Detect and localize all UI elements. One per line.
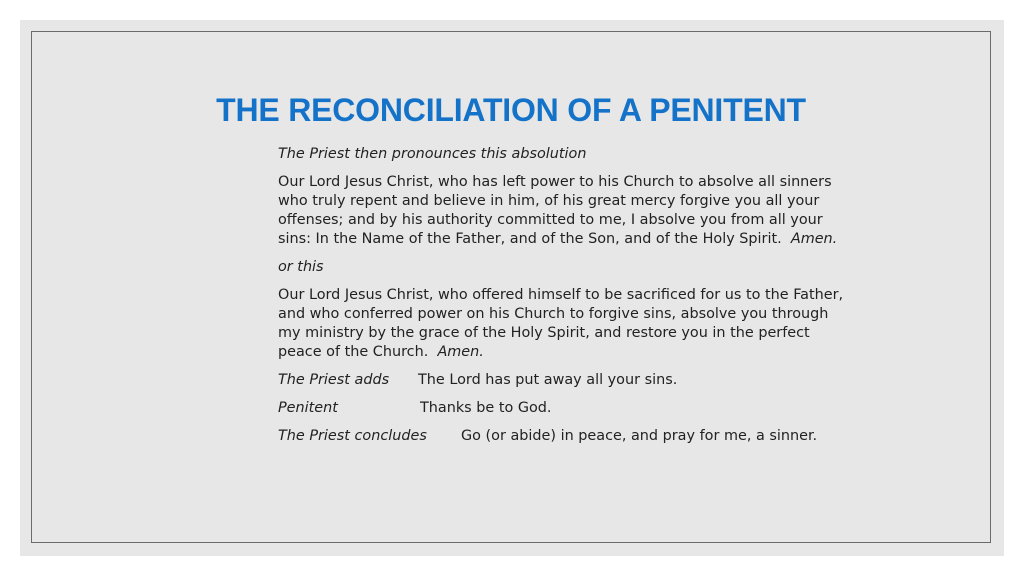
- intro-rubric: The Priest then pronounces this absolution: [278, 146, 587, 162]
- priest-adds-text: The Lord has put away all your sins.: [418, 372, 678, 388]
- priest-adds-row: [278, 371, 853, 390]
- slide-title: THE RECONCILIATION OF A PENITENT: [216, 92, 806, 128]
- absolution-one-text: Our Lord Jesus Christ, who has left power to his Church to absolve all sinners who truly repent and believe in him, of his great mercy forgive you all your offenses; and by his authority committed to me, I absolve you from all your sins: In the Name of the Father, and of the Son, and of the Holy Spirit.: [278, 174, 832, 247]
- or-this-rubric: or this: [278, 259, 324, 275]
- slide-canvas: [20, 20, 1004, 556]
- slide: [31, 31, 991, 543]
- absolution-two-amen: Amen.: [437, 344, 484, 360]
- absolution-one: [278, 173, 853, 249]
- absolution-two: [278, 286, 853, 362]
- absolution-two-text: Our Lord Jesus Christ, who offered himself to be sacrificed for us to the Father, and who conferred power on his Church to forgive sins, absolve you through my ministry by the grace of the Holy Spirit, and restore you in the perfect peace of the Church.: [278, 287, 844, 360]
- priest-adds-label: The Priest adds: [278, 372, 390, 388]
- priest-concludes-text: Go (or abide) in peace, and pray for me, a sinner.: [461, 428, 818, 444]
- priest-concludes-row: [278, 427, 853, 446]
- priest-concludes-label: The Priest concludes: [278, 428, 427, 444]
- absolution-one-amen: Amen.: [790, 231, 838, 247]
- penitent-text: Thanks be to God.: [420, 400, 552, 416]
- slide-body: [278, 145, 853, 455]
- penitent-label: Penitent: [278, 400, 338, 416]
- penitent-row: [278, 399, 853, 418]
